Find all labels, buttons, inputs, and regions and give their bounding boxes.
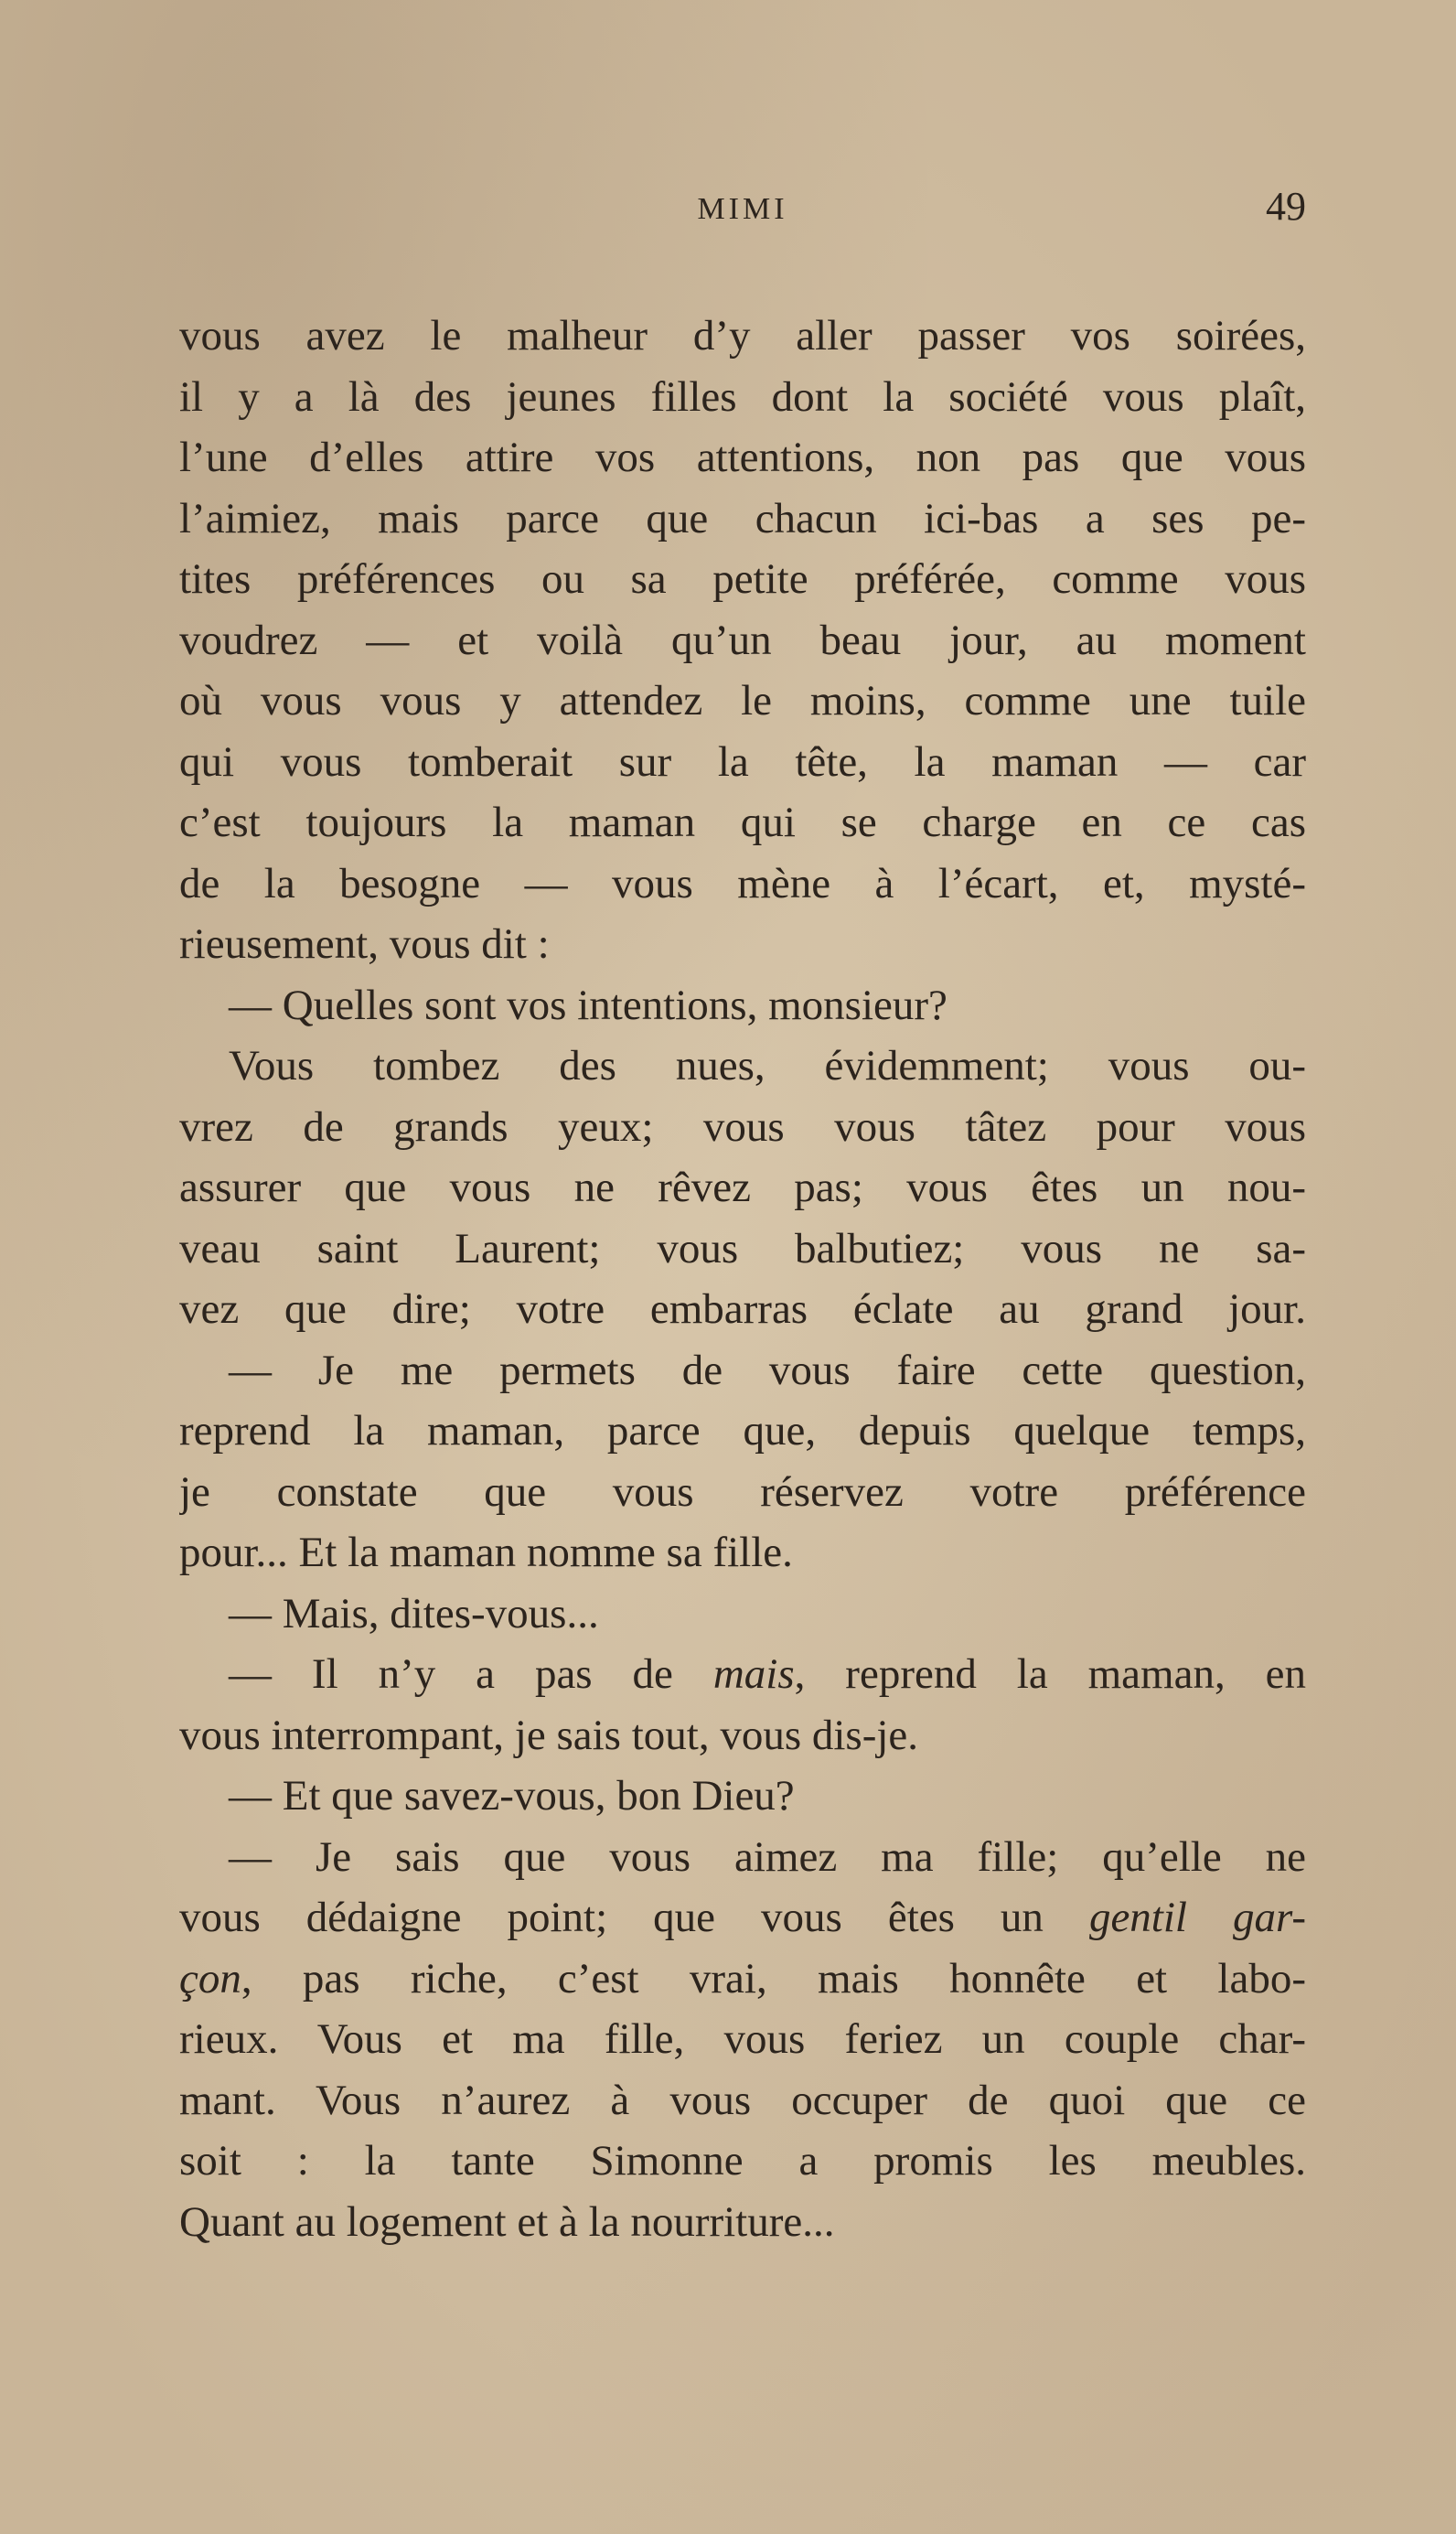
text-line: voudrez — et voilà qu’un beau jour, au moment: [179, 616, 1306, 664]
text-line: l’une d’elles attire vos attentions, non pas que vous: [179, 434, 1306, 481]
text-line: veau saint Laurent; vous balbutiez; vous ne sa-: [179, 1224, 1306, 1272]
text-line: [179, 1887, 1306, 1949]
text-line: vez que dire; votre embarras éclate au grand jour.: [179, 1285, 1306, 1333]
text-line: [179, 1827, 1306, 1888]
text-line: mant. Vous n’aurez à vous occuper de quoi que ce: [179, 2076, 1306, 2124]
body-text: [179, 306, 1306, 2252]
text-line: soit : la tante Simonne a promis les meubles.: [179, 2137, 1306, 2185]
text-line: Vous tombez des nues, évidemment; vous ou-: [229, 1042, 1306, 1090]
text-line: il y a là des jeunes filles dont la société vous plaît,: [179, 372, 1306, 421]
text-line: l’aimiez, mais parce que chacun ici-bas a ses pe-: [179, 494, 1306, 542]
italic-text: gentil gar-: [1088, 1894, 1306, 1941]
text-line: tites préférences ou sa petite préférée, comme vous: [179, 555, 1306, 603]
text-line: vrez de grands yeux; vous vous tâtez pour vous: [179, 1102, 1306, 1151]
text-segment: vous dédaigne point; que vous êtes un: [179, 1894, 1089, 1941]
text-line: reprend la maman, parce que, depuis quelque temps,: [179, 1407, 1306, 1455]
text-segment: — Je sais que vous aimez ma fille; qu’elle ne: [229, 1832, 1306, 1881]
page-header: [179, 183, 1306, 238]
text-line: de la besogne — vous mène à l’écart, et, mysté-: [179, 859, 1306, 907]
text-line: [179, 1644, 1306, 1705]
page-number: 49: [1266, 184, 1306, 229]
text-line: vous avez le malheur d’y aller passer vos soirées,: [179, 312, 1306, 360]
text-line: qui vous tomberait sur la tête, la maman — car: [179, 737, 1306, 786]
text-line: [179, 1949, 1306, 2010]
text-segment: — Il n’y a pas de: [229, 1650, 713, 1698]
text-line: — Mais, dites-vous...: [229, 1589, 599, 1637]
text-line: je constate que vous réservez votre préférence: [179, 1467, 1306, 1516]
text-line: où vous vous y attendez le moins, comme une tuile: [179, 677, 1306, 725]
text-segment: , reprend la maman, en: [794, 1650, 1306, 1698]
text-line: Quant au logement et à la nourriture...: [179, 2197, 835, 2246]
text-segment: , pas riche, c’est vrai, mais honnête et labo-: [241, 1954, 1306, 2003]
text-line: vous interrompant, je sais tout, vous dis-je.: [179, 1711, 919, 1759]
text-line: pour... Et la maman nomme sa fille.: [179, 1529, 793, 1576]
text-line: — Et que savez-vous, bon Dieu?: [229, 1772, 795, 1820]
running-title: MIMI: [697, 192, 788, 226]
text-line: c’est toujours la maman qui se charge en ce cas: [179, 799, 1306, 846]
text-line: rieux. Vous et ma fille, vous feriez un couple char-: [179, 2015, 1306, 2063]
text-line: assurer que vous ne rêvez pas; vous êtes un nou-: [179, 1164, 1306, 1211]
text-line: — Quelles sont vos intentions, monsieur?: [229, 981, 947, 1029]
text-line: rieusement, vous dit :: [179, 920, 550, 968]
text-line: — Je me permets de vous faire cette question,: [229, 1346, 1306, 1394]
italic-text: çon: [179, 1954, 241, 2003]
italic-text: mais: [712, 1650, 795, 1698]
